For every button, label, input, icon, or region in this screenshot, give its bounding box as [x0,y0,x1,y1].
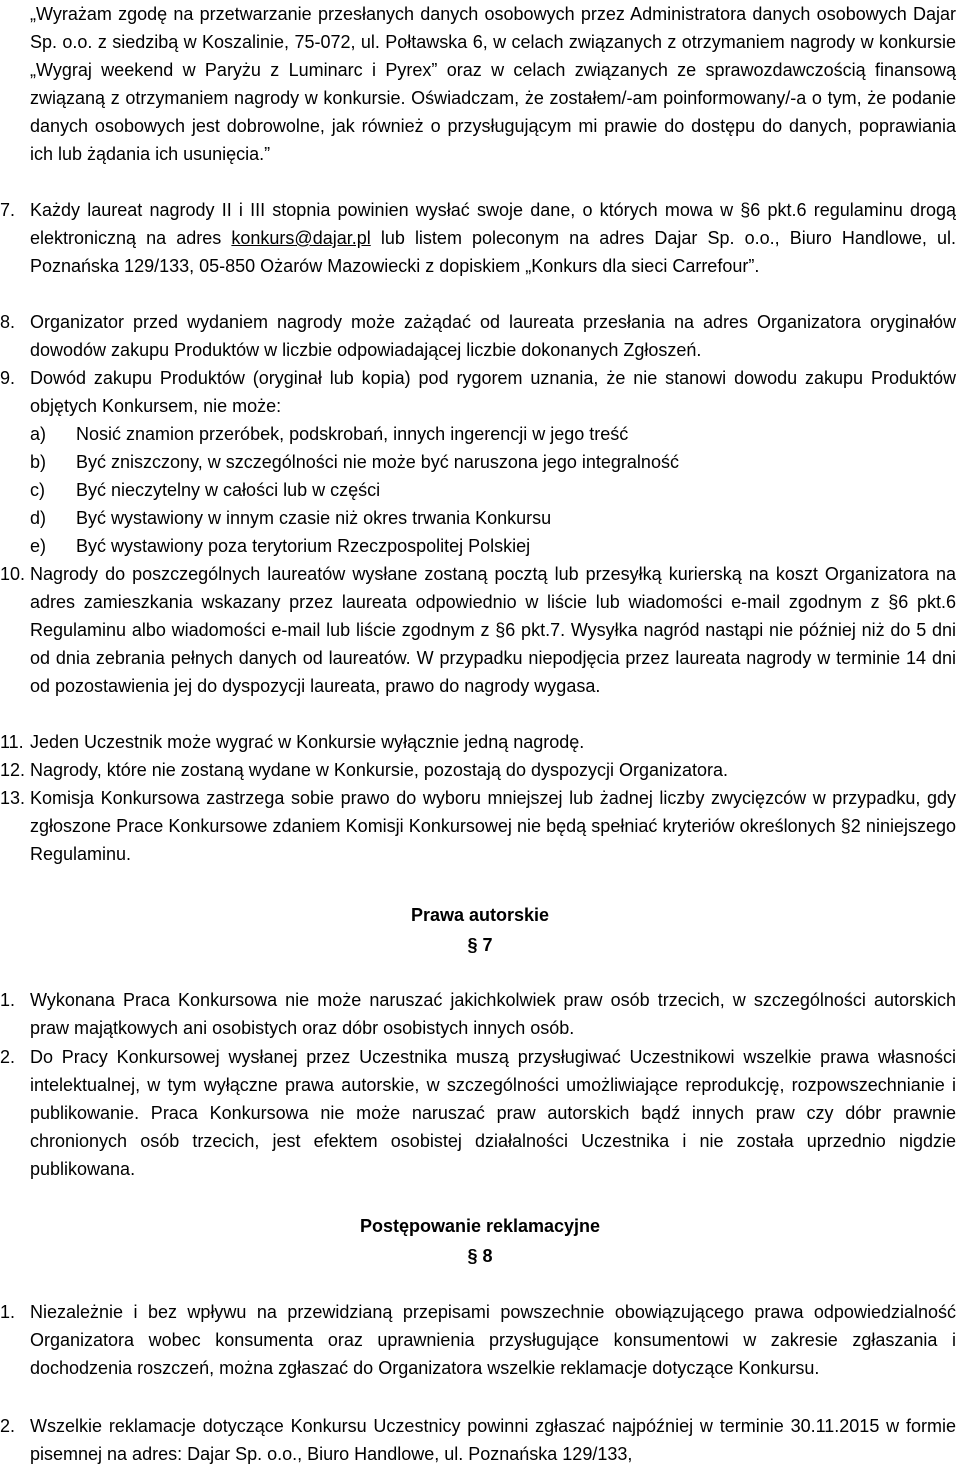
item-number: 9. [0,368,16,388]
sub-item-letter: a) [30,424,47,444]
sub-item-text: Być wystawiony w innym czasie niż okres trwania Konkursu [76,508,552,528]
consent-text-part1: „Wyrażam zgodę na przetwarzanie przesłanych danych osobowych przez Administratora danych osobowych Dajar Sp. o.o. z siedzibą w Koszalinie, 75-072, ul. Połtawska 6, w celach związanych z otrzymaniem nagrody w konkursie „Wygraj weekend w Paryżu z Luminarc i Pyrex” oraz w celach związanych ze sprawozdawczością finansową związaną z otrzymaniem nagrody w konkursie. [30,4,956,108]
item-number: 2. [0,1416,16,1436]
item-number: 10. [0,564,26,584]
section-8-number: § 8 [467,1246,493,1266]
item-number: 8. [0,312,16,332]
consent-text-part2: Oświadczam, że zostałem/-am poinformowany/-a o tym, że podanie danych osobowych jest dobrowolne, jak również o przysługującym mi prawie do dostępu do danych, poprawiania ich lub żądania ich usunięcia.” [30,88,956,164]
item-text: Komisja Konkursowa zastrzega sobie prawo do wyboru mniejszej lub żadnej liczby zwycięzców w przypadku, gdy zgłoszone Prace Konkursowe zdaniem Komisji Konkursowej nie będą spełniać kryteriów określonych §2 niniejszego Regulaminu. [30,788,956,864]
list-item-12 [0,756,956,784]
sub-item-letter: c) [30,480,45,500]
section-7-number: § 7 [467,935,493,955]
section-7-title: Prawa autorskie [410,905,550,925]
list-item-13 [0,784,956,868]
sub-item-text: Być nieczytelny w całości lub w części [76,480,381,500]
section-8-item-1 [0,1298,956,1410]
list-item-11 [0,728,956,756]
item-text: Do Pracy Konkursowej wysłanej przez Uczestnika muszą przysługiwać Uczestnikowi wszelkie prawa własności intelektualnej, w tym wyłączne prawa autorskie, w szczególności umożliwiające reprodukcję, rozpowszechnianie i publikowanie. Praca Konkursowa nie może naruszać praw autorskich bądź innych praw czy dóbr prawnie chronionych osób trzecich, jest efektem osobistej działalności Uczestnika i nie została uprzednio nigdzie publikowana. [30,1047,956,1179]
item-number: 12. [0,760,26,780]
item-text-part: lub listem poleconym na adres Dajar Sp. o.o., Biuro Handlowe, ul. Poznańska 129/133, 05-850 Ożarów Mazowiecki z dopiskiem „Konkurs dla sieci Carrefour”. [30,228,956,276]
item-number: 1. [0,1302,16,1322]
item-text: Wszelkie reklamacje dotyczące Konkursu Uczestnicy powinni zgłaszać najpóźniej w terminie 30.11.2015 w formie pisemnej na adres: Dajar Sp. o.o., Biuro Handlowe, ul. Poznańska 129/133, [30,1416,956,1464]
section-7-item-1 [0,986,956,1042]
item-text: Nagrody do poszczególnych laureatów wysłane zostaną pocztą lub przesyłką kurierską na koszt Organizatora na adres zamieszkania wskazany przez laureata odpowiednio w liście lub wiadomości e-mail zgodnym z §6 pkt.6 Regulaminu albo wiadomości e-mail lub liście zgodnym z §6 pkt.7. Wysyłka nagród nastąpi nie później niż do 5 dni od dnia zebrania pełnych danych od laureatów. W przypadku niepodjęcia przez laureata nagrody w terminie 14 dni od pozostawienia jej do dyspozycji laureata, prawo do nagrody wygasa. [30,564,956,696]
section-8-title: Postępowanie reklamacyjne [359,1216,601,1236]
list-item-10 [0,560,956,728]
section-7-item-2 [0,1043,956,1183]
item-number: 13. [0,788,26,808]
section-8-item-2 [0,1412,956,1468]
sub-item-letter: b) [30,452,47,472]
item-text: Niezależnie i bez wpływu na przewidzianą przepisami powszechnie obowiązującego prawa odpowiedzialność Organizatora wobec konsumenta oraz uprawnienia przysługujące konsumentowi w zakresie zgłaszania i dochodzenia roszczeń, można zgłaszać do Organizatora wszelkie reklamacje dotyczące Konkursu. [30,1302,956,1378]
item-text: Organizator przed wydaniem nagrody może zażądać od laureata przesłania na adres Organizatora oryginałów dowodów zakupu Produktów w liczbie odpowiadającej liczbie dokonanych Zgłoszeń. [30,312,956,360]
item-text-part: Każdy laureat nagrody II i III stopnia powinien wysłać swoje dane, o których mowa w §6 pkt.6 regulaminu drogą elektroniczną na adres [30,200,956,248]
item-text: Wykonana Praca Konkursowa nie może naruszać jakichkolwiek praw osób trzecich, w szczególności autorskich praw majątkowych ani osobistych oraz dóbr osobistych innych osób. [30,990,956,1038]
item-number: 11. [0,732,24,752]
consent-paragraph [30,0,956,196]
list-item-9 [0,364,956,420]
sub-item-letter: d) [30,508,47,528]
email-link[interactable]: konkurs@dajar.pl [231,228,371,248]
sub-item-text: Być zniszczony, w szczególności nie może być naruszona jego integralność [76,452,679,472]
list-item-7 [0,196,956,308]
item-number: 1. [0,990,16,1010]
sub-item-text: Nosić znamion przeróbek, podskrobań, innych ingerencji w jego treść [76,424,629,444]
list-item-8 [0,308,956,364]
item-number: 7. [0,200,16,220]
sub-item-letter: e) [30,536,47,556]
item-text: Dowód zakupu Produktów (oryginał lub kopia) pod rygorem uznania, że nie stanowi dowodu zakupu Produktów objętych Konkursem, nie może: [30,368,956,416]
item-text: Jeden Uczestnik może wygrać w Konkursie wyłącznie jedną nagrodę. [30,732,585,752]
item-text [30,196,956,280]
item-number: 2. [0,1047,16,1067]
item-text: Nagrody, które nie zostaną wydane w Konkursie, pozostają do dyspozycji Organizatora. [30,760,729,780]
sub-item-text: Być wystawiony poza terytorium Rzeczpospolitej Polskiej [76,536,531,556]
